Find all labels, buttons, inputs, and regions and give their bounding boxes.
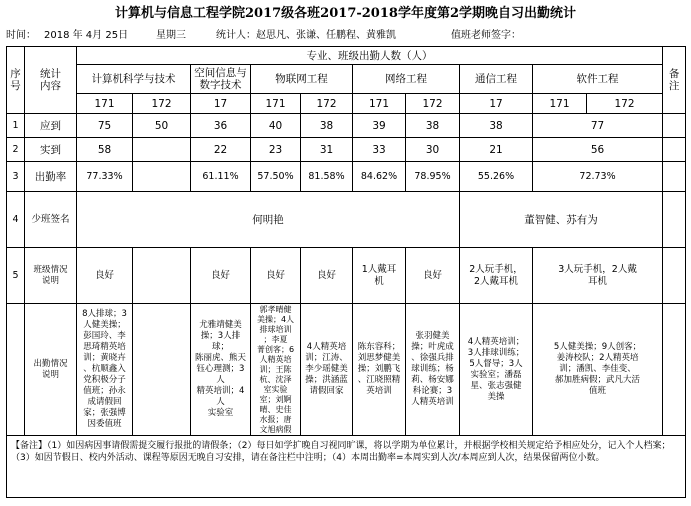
value-cell: 40: [251, 114, 301, 138]
meta-line: [6, 29, 686, 43]
situation-cell: 1人戴耳 机: [353, 248, 406, 304]
class-cell: 171: [77, 94, 133, 114]
row-label: 应到: [25, 114, 77, 138]
sign-cell: 董智健、苏有为: [460, 192, 663, 248]
row-label: 实到: [25, 138, 77, 162]
class-cell: 17: [460, 94, 533, 114]
sheet-title: 计算机与信息工程学院2017级各班2017-2018学年度第2学期晚自习出勤统计: [115, 6, 576, 21]
value-cell: [133, 162, 191, 192]
major-geo: 空间信息与 数字技术: [191, 65, 251, 94]
value-cell: 56: [533, 138, 663, 162]
class-cell: 172: [133, 94, 191, 114]
value-cell: 50: [133, 114, 191, 138]
class-cell: 17: [191, 94, 251, 114]
group-header: 专业、班级出勤人数（人）: [77, 47, 663, 65]
row-seq: 2: [7, 138, 25, 162]
value-cell: 77.33%: [77, 162, 133, 192]
leave-cell: 郭孝晴健 美操；4人 排球培训 ；李夏 菁创客；6 人精英培 训；王陈 杭、沈泽 室实验 室；刘婀 晴、史佳 水报；唐 文旭病假: [251, 304, 301, 436]
row-situation: [7, 248, 686, 304]
leave-cell: 8人排球；3 人健美操； 彭国玲、李 思琦精英培 训；黄晓卉 、杭顺鑫入 党积极分子 值班；孙永 成请假回 家；张强博 因委值班: [77, 304, 133, 436]
value-cell: 38: [406, 114, 460, 138]
row-seq: 1: [7, 114, 25, 138]
class-cell: 172: [301, 94, 353, 114]
time-value: 2018 年 4月 25日: [44, 30, 129, 41]
counter: 统计人：赵思凡、张谦、任鹏程、黄雅凯: [216, 30, 396, 41]
content-header: 统计 内容: [25, 47, 77, 114]
header-row-classes: [7, 94, 686, 114]
row-label: 出勤情况 说明: [25, 304, 77, 436]
header-row-1: [7, 47, 686, 65]
row-seq: 4: [7, 192, 25, 248]
row-actual: [7, 138, 686, 162]
situation-cell: 良好: [77, 248, 133, 304]
sign-cell: 何明艳: [77, 192, 460, 248]
value-cell: 58: [77, 138, 133, 162]
value-cell: [133, 138, 191, 162]
major-soft: 软件工程: [533, 65, 663, 94]
row-seq: 5: [7, 248, 25, 304]
situation-cell: 良好: [251, 248, 301, 304]
remarks-cell: [663, 114, 686, 138]
class-cell: 171: [533, 94, 587, 114]
situation-cell: 3人玩手机，2人戴 耳机: [533, 248, 663, 304]
remarks-cell: [663, 192, 686, 248]
row-label: 少班签名: [25, 192, 77, 248]
value-cell: 39: [353, 114, 406, 138]
situation-cell: 良好: [301, 248, 353, 304]
notes-text: 【备注】（1）如因病因事请假需提交履行报批的请假条；（2）每日如学扩晚自习视同旷课，将以学期为单位累计，并根据学校相关规定给予相应处分，记入个人档案；（3）如因节假日、校内外活动、课程等原因无晚自习安排，请在备注栏中注明；（4）本周出勤率=本周实到人次/本周应到人次，结果保留两位小数。: [7, 436, 686, 498]
value-cell: 38: [460, 114, 533, 138]
remarks-cell: [663, 304, 686, 436]
leave-cell: 4人精英培 训；江涛、 李少瑶健美 操；洪涵蓝 请假回家: [301, 304, 353, 436]
value-cell: 61.11%: [191, 162, 251, 192]
value-cell: 33: [353, 138, 406, 162]
row-seq: 3: [7, 162, 25, 192]
seq-header: 序号: [7, 47, 25, 114]
value-cell: 78.95%: [406, 162, 460, 192]
leave-cell: 陈东容科； 刘思梦健美 操；刘鹏飞 、江晓照精 英培训: [353, 304, 406, 436]
situation-cell: [133, 248, 191, 304]
value-cell: 36: [191, 114, 251, 138]
value-cell: 72.73%: [533, 162, 663, 192]
value-cell: 77: [533, 114, 663, 138]
row-label: 出勤率: [25, 162, 77, 192]
major-cs: 计算机科学与技术: [77, 65, 191, 94]
teacher-sign-label: 值班老师签字：: [451, 30, 521, 41]
class-cell: 171: [353, 94, 406, 114]
major-iot: 物联网工程: [251, 65, 353, 94]
major-net: 网络工程: [353, 65, 460, 94]
value-cell: 84.62%: [353, 162, 406, 192]
class-cell: 172: [587, 94, 663, 114]
remarks-cell: [663, 138, 686, 162]
situation-cell: 2人玩手机， 2人戴耳机: [460, 248, 533, 304]
leave-cell: 张羽健美 操；叶虎成 、徐强兵排 球训练；杨 莉、杨安娜 科论赛；3 人精英培训: [406, 304, 460, 436]
leave-cell: 4人精英培训； 3人排球训练； 5人督导；3人 实验室；潘磊 星、张志强健 美操: [460, 304, 533, 436]
value-cell: 22: [191, 138, 251, 162]
leave-cell: [133, 304, 191, 436]
remarks-header: 备注: [663, 47, 686, 114]
header-row-majors: [7, 65, 686, 94]
weekday: 星期三: [156, 30, 186, 41]
value-cell: 31: [301, 138, 353, 162]
class-cell: 172: [406, 94, 460, 114]
row-notes: [7, 436, 686, 498]
row-label: 班级情况 说明: [25, 248, 77, 304]
value-cell: 30: [406, 138, 460, 162]
situation-cell: 良好: [191, 248, 251, 304]
row-sign: [7, 192, 686, 248]
value-cell: 21: [460, 138, 533, 162]
value-cell: 57.50%: [251, 162, 301, 192]
row-seq: [7, 304, 25, 436]
leave-cell: 尤雅靖健美 操；3人排球； 陈丽虎、熊天 钰心理测；3人 精英培训；4人 实验室: [191, 304, 251, 436]
attendance-table: [6, 46, 686, 498]
remarks-cell: [663, 248, 686, 304]
value-cell: 75: [77, 114, 133, 138]
time-label: 时间：: [6, 30, 36, 41]
value-cell: 23: [251, 138, 301, 162]
leave-cell: 5人健美操；9人创客； 姜涛校队；2人精英培 训；潘凯、李佳变、 郝加胜病假；武凡大活 值班: [533, 304, 663, 436]
situation-cell: 良好: [406, 248, 460, 304]
row-due: [7, 114, 686, 138]
value-cell: 81.58%: [301, 162, 353, 192]
row-rate: [7, 162, 686, 192]
row-leave: [7, 304, 686, 436]
remarks-cell: [663, 162, 686, 192]
value-cell: 38: [301, 114, 353, 138]
class-cell: 171: [251, 94, 301, 114]
major-comm: 通信工程: [460, 65, 533, 94]
value-cell: 55.26%: [460, 162, 533, 192]
